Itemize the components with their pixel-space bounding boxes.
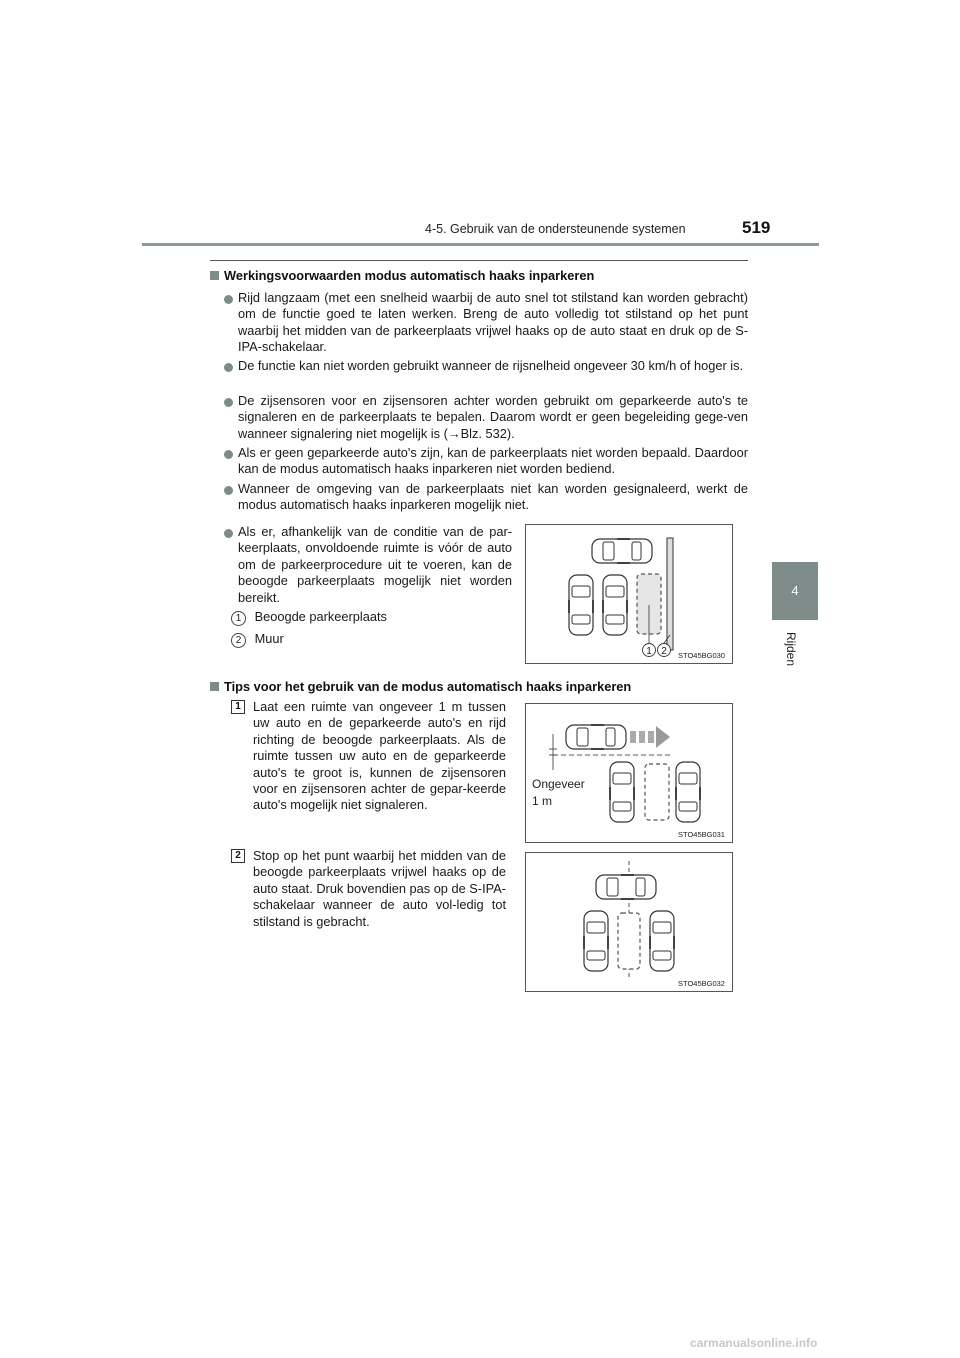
figure-callout: 2 (661, 646, 667, 657)
distance-label: 1 m (532, 794, 553, 808)
callout-number: 2 (231, 633, 246, 648)
figure-approach-distance (525, 703, 733, 843)
step-text: Stop op het punt waarbij het midden van de beoogde parkeerplaats vrijwel haaks op de auto staat. Druk bovendien pas op de S-IPA-schakelaar wanneer de auto vol-ledig tot stilstand is gebracht. (253, 848, 507, 929)
legend-item (231, 631, 284, 648)
chapter-tab-label: Rijden (784, 632, 798, 667)
round-bullet-icon (224, 486, 233, 495)
round-bullet-icon (224, 398, 233, 407)
section-heading-conditions (210, 268, 594, 283)
chapter-tab[interactable]: 4 (772, 562, 818, 620)
bullet-text: Wanneer de omgeving van de parkeerplaats niet kan worden gesignaleerd, werkt de modus automatisch haaks inparkeren mogelijk niet. (238, 481, 748, 513)
round-bullet-icon (224, 529, 233, 538)
footer-watermark: carmanualsonline.info (690, 1336, 818, 1350)
step-text: Laat een ruimte van ongeveer 1 m tussen uw auto en de geparkeerde auto's en rijd richting de beoogde parkeerplaats. Als de ruimte tussen uw auto en de geparkeerde auto's te groot is, kunnen de zijsensoren voor en zijsensoren achter de gepar-keerde auto's mogelijk niet signaleren. (253, 699, 506, 813)
page-number: 519 (742, 218, 771, 237)
square-bullet-icon (210, 682, 219, 691)
callout-number: 1 (231, 611, 246, 626)
figure-code: STO45BG032 (678, 979, 725, 988)
header-section-title: 4-5. Gebruik van de ondersteunende systemen (425, 222, 686, 236)
round-bullet-icon (224, 450, 233, 459)
figure-code: STO45BG030 (678, 651, 725, 660)
bullet-text: Als er, afhankelijk van de conditie van de par-keerplaats, onvoldoende ruimte is vóór de auto om de parkeerprocedure uit te voeren, kan de beoogde parkeerplaats mogelijk niet worden bereikt. (238, 524, 512, 605)
section-rule (210, 260, 748, 261)
bullet-text: De zijsensoren voor en zijsensoren achter worden gebruikt om geparkeerde auto's te signaleren en de parkeerplaats te bepalen. Daarom wordt er geen begeleiding gege-ven wanneer signalering niet mogelijk is (→Blz. 532). (238, 393, 748, 441)
header-rule (142, 243, 819, 246)
figure-stop-position (525, 852, 733, 992)
heading-text: Tips voor het gebruik van de modus automatisch haaks inparkeren (224, 679, 632, 694)
distance-label: Ongeveer (532, 777, 585, 791)
legend-label: Beoogde parkeerplaats (254, 609, 387, 624)
round-bullet-icon (224, 363, 233, 372)
bullet-text: De functie kan niet worden gebruikt wanneer de rijsnelheid ongeveer 30 km/h of hoger is. (238, 358, 744, 373)
figure-callout: 1 (646, 646, 652, 657)
round-bullet-icon (224, 295, 233, 304)
bullet-text: Rijd langzaam (met een snelheid waarbij de auto snel tot stilstand kan worden gebracht) om de functie goed te laten werken. Breng de auto volledig tot stilstand op het punt waarbij het midden van de parkeerplaats vrijwel haaks op de auto staat en druk op de S-IPA-schakelaar. (238, 290, 748, 355)
step-number-badge: 2 (231, 849, 245, 863)
figure-code: STO45BG031 (678, 830, 725, 839)
legend-item (231, 609, 387, 626)
legend-label: Muur (254, 631, 284, 646)
heading-text: Werkingsvoorwaarden modus automatisch haaks inparkeren (224, 268, 595, 283)
section-heading-tips (210, 679, 631, 694)
square-bullet-icon (210, 271, 219, 280)
step-number-badge: 1 (231, 700, 245, 714)
figure-parking-space-wall (525, 524, 733, 664)
bullet-text: Als er geen geparkeerde auto's zijn, kan de parkeerplaats niet worden bepaald. Daardoor kan de modus automatisch haaks inparkeren niet worden bediend. (238, 445, 748, 477)
